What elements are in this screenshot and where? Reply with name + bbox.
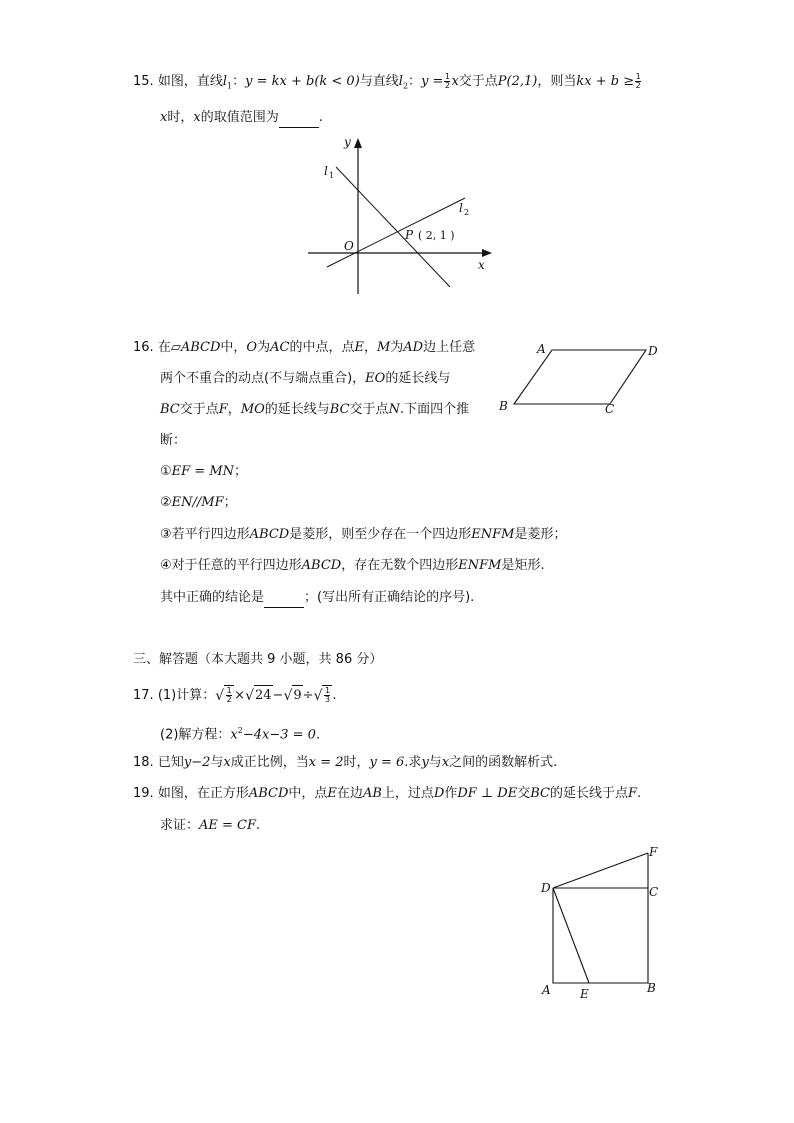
q15-x2: x bbox=[193, 110, 201, 125]
t: 中， bbox=[220, 340, 247, 355]
origin-label: O bbox=[344, 239, 354, 253]
t: 三、解答题（本大题共 9 小题，共 86 分） bbox=[133, 652, 383, 667]
l1-label: l bbox=[324, 164, 328, 178]
y-arrow-icon bbox=[354, 138, 362, 148]
t: 是矩形. bbox=[501, 558, 545, 573]
t: 交于点 bbox=[349, 402, 389, 417]
q15-colon2: ： bbox=[408, 74, 422, 89]
q19-line2 bbox=[160, 816, 260, 836]
t: ABCD bbox=[249, 527, 290, 542]
t: 在▱ bbox=[157, 340, 181, 355]
q16-line3 bbox=[160, 400, 469, 420]
t: x bbox=[441, 755, 450, 770]
x-axis-label: x bbox=[478, 258, 485, 272]
t: BC bbox=[530, 786, 550, 801]
t: ABCD bbox=[180, 340, 221, 355]
t: 2 bbox=[237, 726, 243, 735]
segment-de bbox=[553, 888, 589, 983]
label-a: A bbox=[542, 983, 551, 997]
l1-sub-label: 1 bbox=[329, 171, 335, 180]
t: 的延长线于点 bbox=[549, 786, 628, 801]
t: 边上任意 bbox=[423, 340, 476, 355]
t: AC bbox=[270, 340, 290, 355]
p-label: P bbox=[405, 228, 414, 242]
t: x = 2 bbox=[308, 755, 344, 770]
t: ③若平行四边形 bbox=[160, 527, 250, 542]
t: 的中点，点 bbox=[289, 340, 355, 355]
t: ；(写出所有正确结论的序号). bbox=[304, 590, 475, 605]
sqrt-third: √ $\frac{1}{3}$ bbox=[314, 685, 333, 706]
point-p: P(2,1) bbox=[497, 74, 538, 89]
t: 与 bbox=[428, 755, 442, 770]
t: ，存在无数个四边形 bbox=[341, 558, 459, 573]
q15-eq1: y = kx + b(k < 0) bbox=[245, 74, 360, 89]
frac-num: 1 bbox=[444, 72, 450, 81]
half-fraction bbox=[444, 73, 450, 90]
p-coord-label: ( 2, 1 ) bbox=[418, 229, 455, 242]
t: ENFM bbox=[471, 527, 515, 542]
t: N bbox=[388, 402, 400, 417]
q17-line1 bbox=[133, 685, 337, 706]
t: EO bbox=[365, 371, 386, 386]
q16-number: 16. bbox=[133, 340, 154, 355]
t: BC bbox=[160, 402, 180, 417]
q15-text3: 交于点 bbox=[458, 74, 498, 89]
t: −4x−3 = 0 bbox=[242, 727, 316, 743]
q16-line1 bbox=[133, 338, 475, 358]
label-c: C bbox=[605, 402, 615, 416]
q15-line2 bbox=[160, 108, 323, 128]
sqrt-half: √ $\frac{1}{2}$ bbox=[215, 685, 234, 706]
t: . bbox=[637, 786, 642, 801]
label-d: D bbox=[648, 344, 658, 358]
t: 为 bbox=[390, 340, 404, 355]
fig19-square bbox=[535, 840, 665, 1005]
y-axis-label: y bbox=[344, 135, 351, 149]
t: F bbox=[628, 786, 638, 801]
label-c: C bbox=[649, 885, 659, 899]
t: x bbox=[223, 755, 231, 770]
t: O bbox=[246, 340, 258, 355]
t: ENFM bbox=[458, 558, 502, 573]
t: 上，过点 bbox=[381, 786, 434, 801]
t: − bbox=[272, 688, 284, 703]
q17-line2 bbox=[160, 721, 320, 745]
q19-line1 bbox=[133, 784, 641, 804]
l1-sub: 1 bbox=[227, 81, 233, 91]
q15-text6: 的取值范围为 bbox=[200, 110, 279, 125]
t: ， bbox=[363, 340, 377, 355]
t: (1)计算： bbox=[157, 688, 216, 703]
t: y−2 bbox=[183, 755, 211, 770]
t: 求证： bbox=[160, 818, 200, 833]
t: 是菱形； bbox=[514, 527, 567, 542]
t: EF = MN bbox=[171, 464, 235, 479]
q16-line2 bbox=[160, 369, 450, 389]
t: y bbox=[421, 755, 429, 770]
t: 24 bbox=[254, 685, 273, 706]
q15-eq2-x: x bbox=[451, 74, 459, 89]
q16-statement2 bbox=[160, 493, 237, 513]
t: ， bbox=[227, 402, 241, 417]
q15-line1 bbox=[133, 72, 642, 97]
t: M bbox=[376, 340, 391, 355]
frac-num: 1 bbox=[635, 72, 641, 81]
t: E bbox=[327, 786, 337, 801]
t: ABCD bbox=[301, 558, 342, 573]
fig15-graph bbox=[300, 132, 500, 302]
t: (2)解方程： bbox=[160, 727, 231, 743]
q18-number: 18. bbox=[133, 755, 154, 770]
t: . bbox=[332, 688, 337, 703]
t: 之间的函数解析式. bbox=[449, 755, 558, 770]
l2-label: l bbox=[459, 201, 463, 215]
t: MO bbox=[240, 402, 265, 417]
t: 是菱形，则至少存在一个四边形 bbox=[289, 527, 472, 542]
label-b: B bbox=[499, 399, 508, 413]
q16-statement4 bbox=[160, 556, 545, 576]
l2-symbol: l bbox=[398, 74, 403, 89]
label-a: A bbox=[537, 342, 546, 356]
q15-text4: ，则当 bbox=[537, 74, 577, 89]
t: 作 bbox=[444, 786, 458, 801]
t: . bbox=[315, 727, 321, 743]
t: 为 bbox=[257, 340, 271, 355]
q15-eq2-y: y = bbox=[421, 74, 444, 89]
q16-statement3 bbox=[160, 525, 566, 545]
label-f: F bbox=[649, 845, 658, 859]
t: 如图，在正方形 bbox=[157, 786, 249, 801]
t: x bbox=[230, 727, 238, 743]
t: D bbox=[433, 786, 445, 801]
t: 交于点 bbox=[179, 402, 219, 417]
t: AD bbox=[403, 340, 424, 355]
t: 2 bbox=[226, 695, 232, 704]
q15-x: x bbox=[160, 110, 168, 125]
t: 3 bbox=[324, 695, 331, 704]
answer-blank[interactable] bbox=[264, 593, 304, 608]
t: AE = CF bbox=[199, 818, 257, 833]
t: × bbox=[234, 688, 246, 703]
t: 的延长线与 bbox=[385, 371, 451, 386]
t: ； bbox=[223, 495, 237, 510]
l1-symbol: l bbox=[222, 74, 228, 89]
half-fraction-2 bbox=[635, 73, 641, 90]
t: ABCD bbox=[248, 786, 289, 801]
t: 断： bbox=[160, 433, 187, 448]
t: 时， bbox=[343, 755, 370, 770]
t: 两个不重合的动点(不与端点重合)， bbox=[160, 371, 366, 386]
label-b: B bbox=[647, 981, 656, 995]
frac-den: 2 bbox=[635, 81, 641, 90]
square-abcd bbox=[553, 888, 648, 983]
t: 9 bbox=[292, 685, 302, 706]
q15-text5: 时， bbox=[167, 110, 194, 125]
t: ÷ bbox=[302, 688, 314, 703]
parallelogram bbox=[514, 350, 646, 404]
t: ④对于任意的平行四边形 bbox=[160, 558, 302, 573]
t: DF ⊥ DE bbox=[457, 786, 518, 801]
t: 交 bbox=[517, 786, 531, 801]
t: ② bbox=[160, 495, 172, 510]
q15-text: 如图，直线 bbox=[157, 74, 223, 89]
section-heading bbox=[133, 650, 382, 670]
t: 中，点 bbox=[288, 786, 328, 801]
t: 的延长线与 bbox=[264, 402, 330, 417]
t: ； bbox=[234, 464, 248, 479]
l2-sub: 2 bbox=[402, 81, 409, 91]
q16-statement1 bbox=[160, 462, 247, 482]
t: .下面四个推 bbox=[399, 402, 470, 417]
sqrt-24: √ 24 bbox=[245, 685, 272, 706]
q19-number: 19. bbox=[133, 786, 154, 801]
x-arrow-icon bbox=[482, 249, 492, 257]
t: 1 bbox=[226, 686, 232, 695]
t: 已知 bbox=[157, 755, 184, 770]
t: . bbox=[256, 818, 261, 833]
sqrt-9: √ 9 bbox=[283, 685, 302, 706]
frac-den: 2 bbox=[444, 81, 450, 90]
q16-line4 bbox=[160, 431, 186, 451]
q15-ineq: kx + b ≥ bbox=[576, 74, 635, 89]
t: 成正比例，当 bbox=[230, 755, 309, 770]
t: EN//MF bbox=[171, 495, 224, 510]
q15-colon: ： bbox=[232, 74, 246, 89]
t: BC bbox=[329, 402, 350, 417]
t: .求 bbox=[404, 755, 422, 770]
t: ① bbox=[160, 464, 172, 479]
line-l1 bbox=[336, 167, 450, 287]
q16-ending bbox=[160, 588, 474, 608]
q15-text2: 与直线 bbox=[359, 74, 399, 89]
segment-df bbox=[553, 853, 648, 888]
label-e: E bbox=[580, 987, 589, 1001]
answer-blank[interactable] bbox=[279, 113, 319, 128]
fig16-parallelogram bbox=[494, 338, 674, 418]
l2-sub-label: 2 bbox=[464, 208, 470, 217]
q18-line bbox=[133, 753, 557, 773]
t: y = 6 bbox=[369, 755, 405, 770]
t: 与 bbox=[210, 755, 224, 770]
t: 1 bbox=[324, 686, 331, 695]
q17-number: 17. bbox=[133, 688, 154, 703]
t: E bbox=[354, 340, 364, 355]
q15-period: . bbox=[318, 110, 323, 125]
q15-number: 15. bbox=[133, 74, 154, 89]
t: 其中正确的结论是 bbox=[160, 590, 265, 605]
label-d: D bbox=[541, 881, 551, 895]
t: 在边 bbox=[336, 786, 363, 801]
t: AB bbox=[362, 786, 382, 801]
t: F bbox=[218, 402, 228, 417]
